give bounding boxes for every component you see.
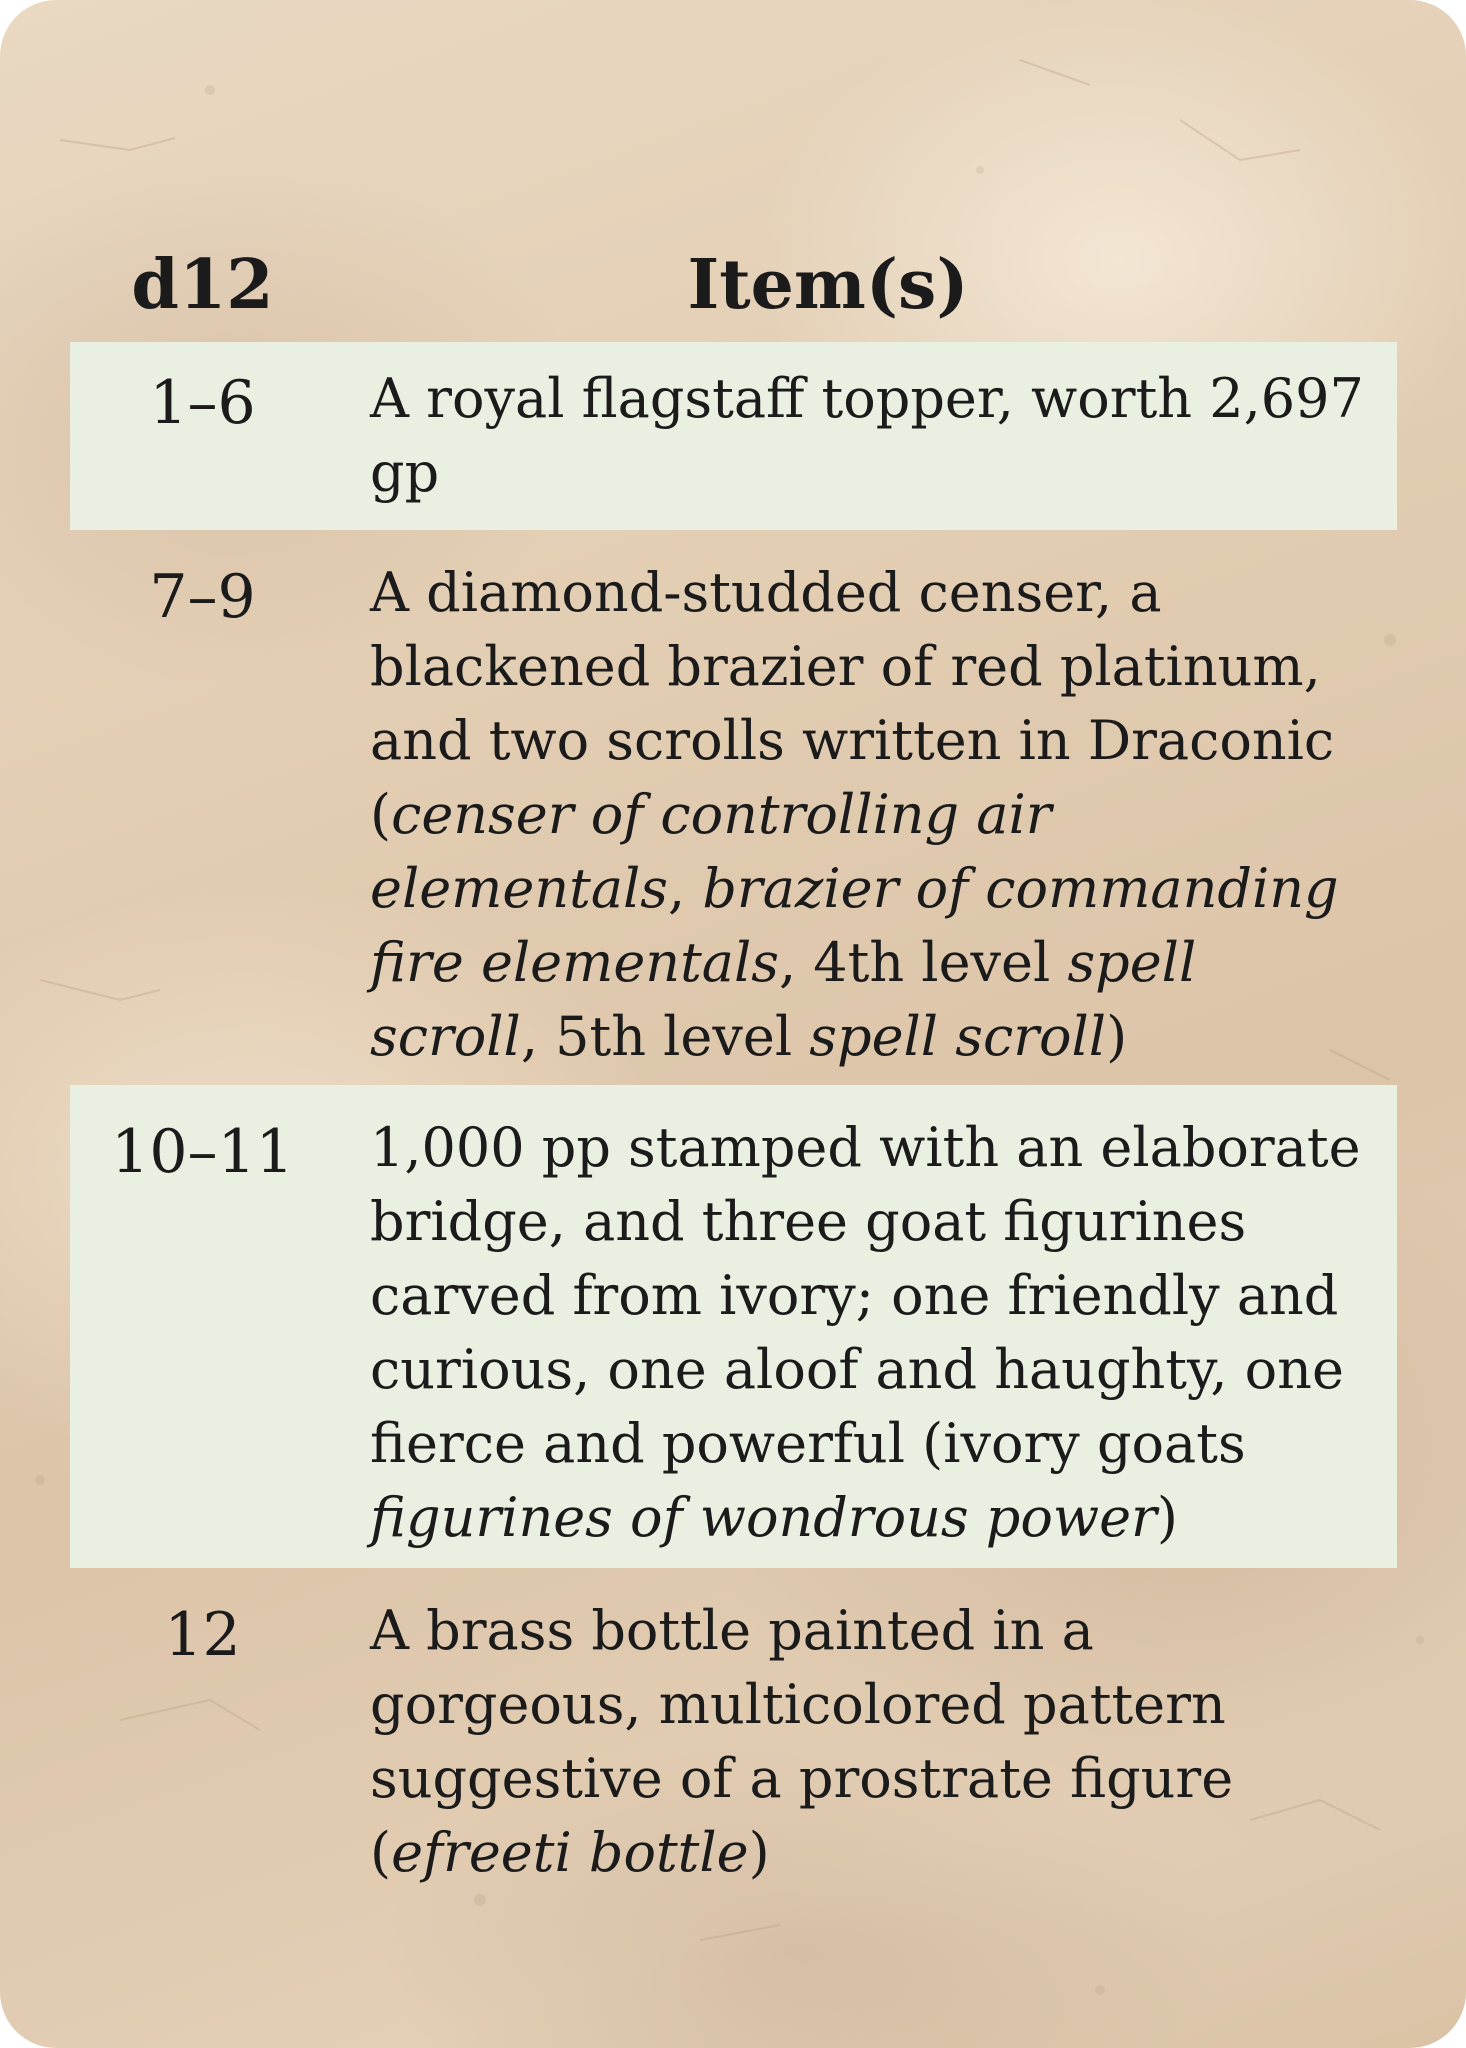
description-text: ) bbox=[1106, 1005, 1128, 1068]
description-text: , 4th level bbox=[778, 931, 1068, 994]
item-description bbox=[370, 556, 1380, 1074]
italic-item-name: brazier of commanding fire elementals bbox=[370, 857, 1339, 994]
description-text: , 5th level bbox=[520, 1005, 810, 1068]
roll-range: 12 bbox=[164, 1600, 241, 1670]
roll-range: 7–9 bbox=[149, 562, 256, 632]
roll-range: 1–6 bbox=[149, 368, 256, 438]
italic-item-name: efreeti bottle bbox=[391, 1821, 749, 1884]
roll-range: 10–11 bbox=[111, 1117, 294, 1187]
italic-item-name: figurines of wondrous power bbox=[370, 1486, 1157, 1549]
table-row bbox=[70, 1085, 1397, 1568]
item-description bbox=[370, 362, 1380, 510]
table-row bbox=[70, 1568, 1397, 1884]
italic-item-name: censer of controlling air elementals bbox=[370, 783, 1052, 920]
description-text: ) bbox=[1156, 1486, 1178, 1549]
italic-item-name: spell scroll bbox=[809, 1005, 1107, 1068]
italic-item-name: spell scroll bbox=[370, 931, 1197, 1068]
table-row bbox=[70, 342, 1397, 530]
description-text: ) bbox=[748, 1821, 770, 1884]
description-text: , bbox=[668, 857, 703, 920]
table-row bbox=[70, 530, 1397, 1085]
item-description bbox=[370, 1111, 1380, 1555]
column-header-items: Item(s) bbox=[687, 245, 969, 325]
description-text: A royal flagstaff topper, worth 2,697 gp bbox=[370, 367, 1364, 504]
column-header-die: d12 bbox=[131, 245, 274, 325]
table-header bbox=[0, 240, 1466, 330]
description-text: A diamond-studded censer, a blackened brazier of red platinum, and two scrolls written in Draconic ( bbox=[370, 561, 1335, 846]
item-description bbox=[370, 1594, 1380, 1890]
description-text: A brass bottle painted in a gorgeous, multicolored pattern suggestive of a prostrate figure ( bbox=[370, 1599, 1234, 1884]
description-text: 1,000 pp stamped with an elaborate bridge, and three goat figurines carved from ivory; one friendly and curious, one aloof and haughty, one fierce and powerful (ivory goats bbox=[370, 1116, 1361, 1475]
